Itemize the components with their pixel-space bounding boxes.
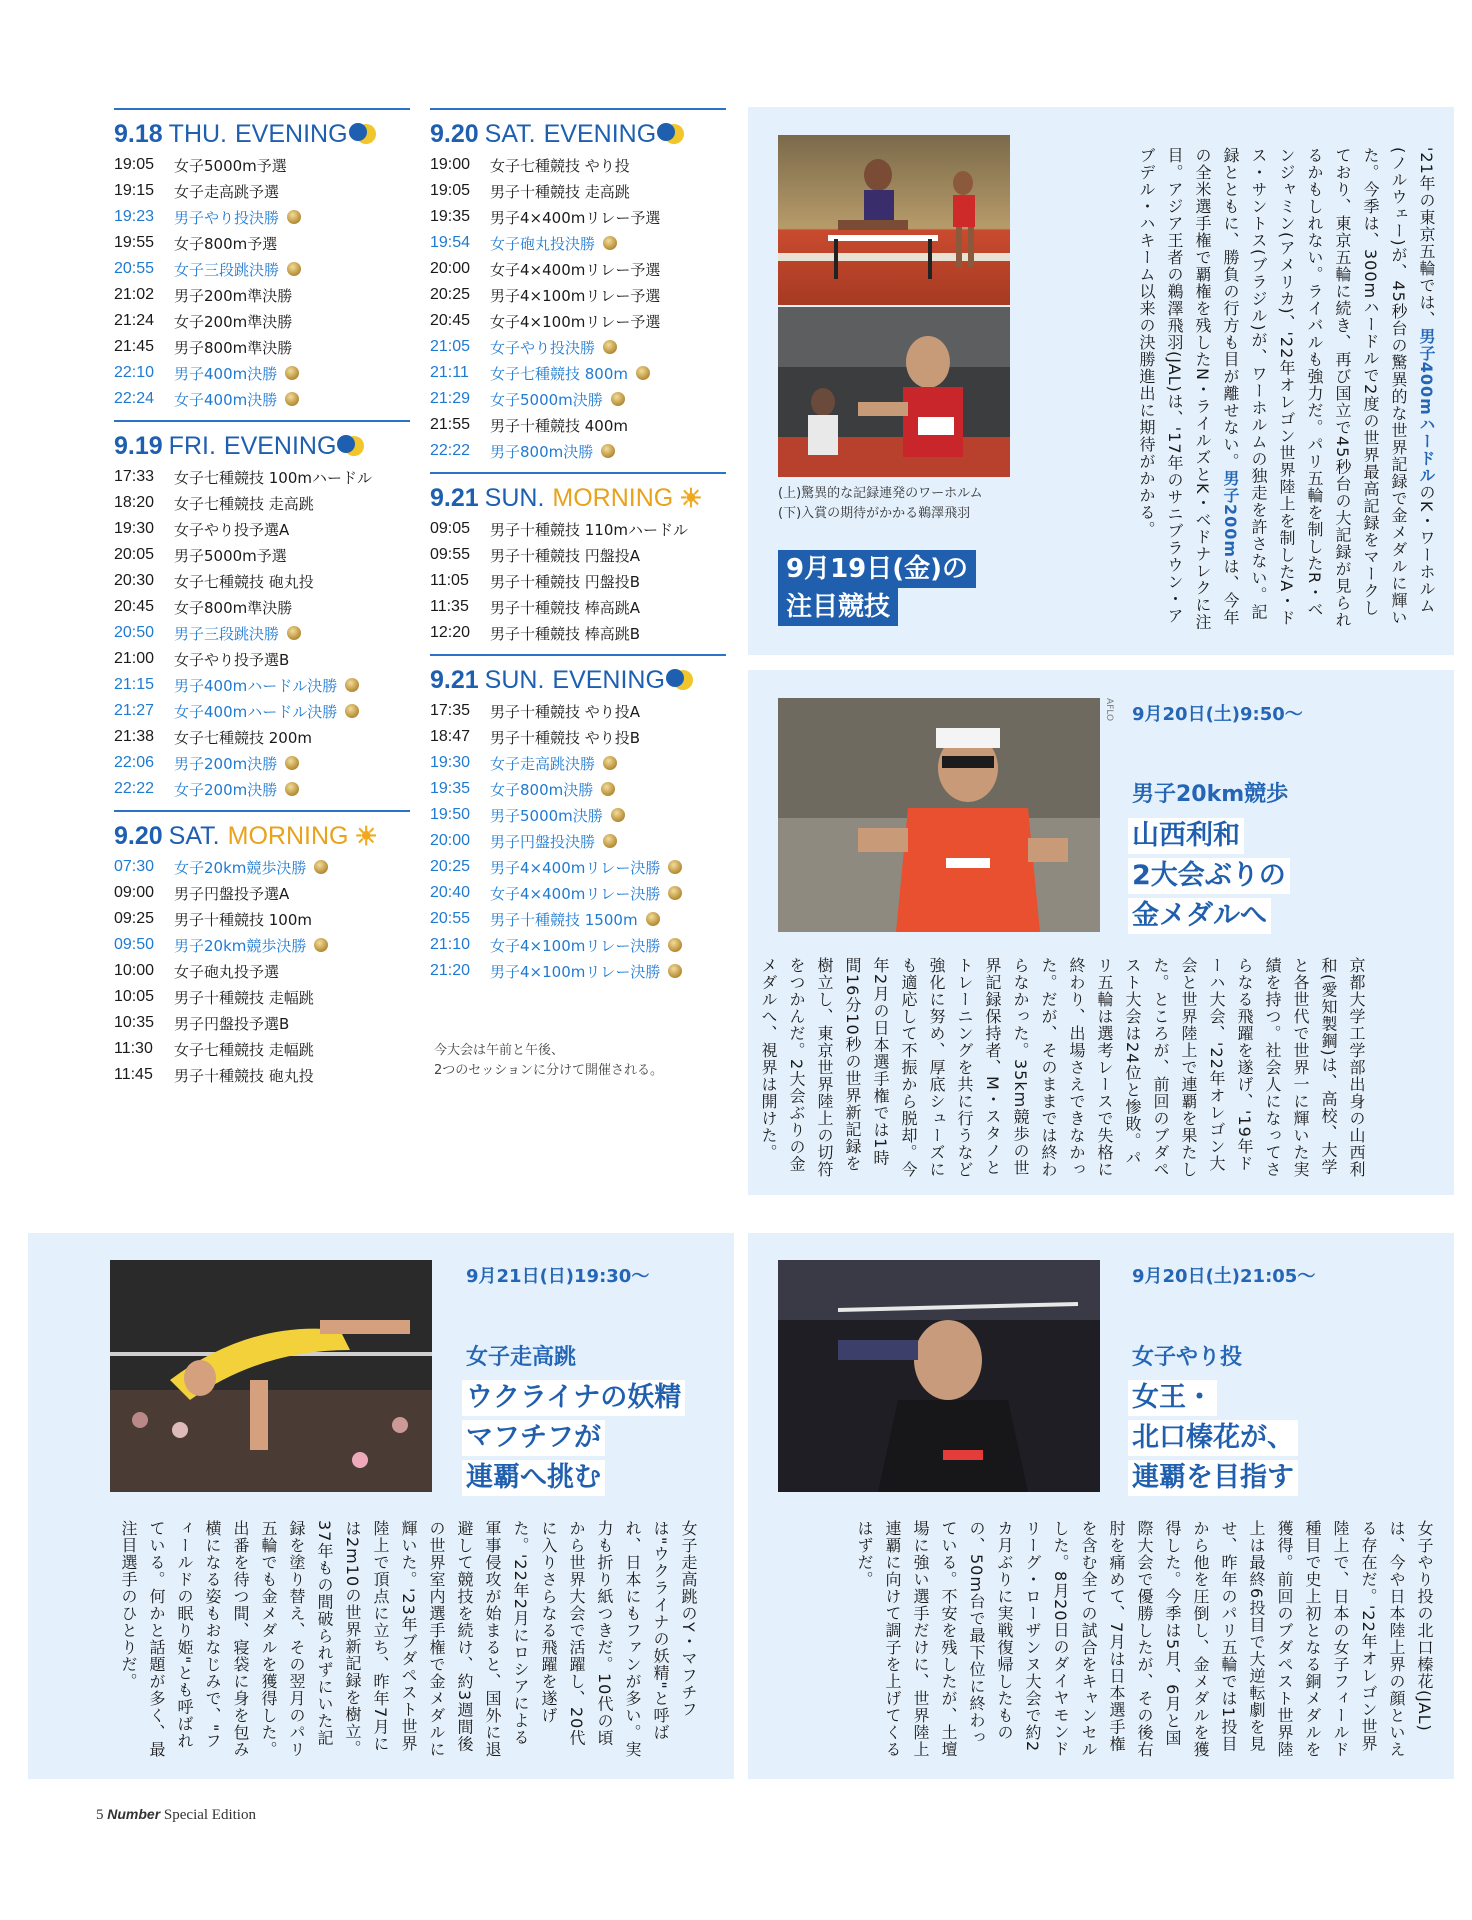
event-time: 21:27 <box>114 702 155 719</box>
schedule-row <box>430 620 726 646</box>
event-time: 22:06 <box>114 754 155 771</box>
event-name: 男子十種競技 走高跳 <box>490 182 630 201</box>
schedule-session: EVENING <box>235 119 348 148</box>
feature-headline: 山西利和 2大会ぶりの 金メダルへ <box>1128 818 1290 934</box>
schedule-header <box>114 108 410 152</box>
feature-headline: 女王・ 北口榛花が、 連覇を目指す <box>1128 1380 1298 1496</box>
schedule-block-d921e <box>430 654 726 984</box>
medal-icon <box>611 392 625 406</box>
event-time: 20:40 <box>430 884 471 901</box>
schedule-row <box>430 308 726 334</box>
event-time: 09:55 <box>430 546 471 563</box>
schedule-row <box>114 672 410 698</box>
schedule-row <box>114 1010 410 1036</box>
event-time: 20:25 <box>430 858 471 875</box>
schedule-row <box>430 360 726 386</box>
schedule-block-d921m <box>430 472 726 646</box>
event-time: 10:35 <box>114 1014 155 1031</box>
event-time: 22:22 <box>114 780 155 797</box>
schedule-session: EVENING <box>223 431 337 460</box>
medal-icon <box>668 938 682 952</box>
event-time: 09:50 <box>114 936 155 953</box>
event-time: 09:05 <box>430 520 471 537</box>
event-name: 女子4×100mリレー決勝 <box>490 936 661 955</box>
event-time: 18:47 <box>430 728 471 745</box>
event-name: 女子七種競技 200m <box>174 728 313 747</box>
event-time: 21:24 <box>114 312 155 329</box>
event-time: 20:00 <box>430 832 471 849</box>
schedule-row <box>114 334 410 360</box>
schedule-row <box>430 204 726 230</box>
event-name: 男子円盤投予選A <box>174 884 290 903</box>
schedule-day: FRI. <box>168 431 216 460</box>
medal-icon <box>603 834 617 848</box>
schedule-row <box>430 152 726 178</box>
event-time: 17:33 <box>114 468 155 485</box>
event-name: 女子三段跳決勝 <box>174 260 280 279</box>
medal-icon <box>603 756 617 770</box>
event-name: 男子円盤投決勝 <box>490 832 596 851</box>
schedule-row <box>430 282 726 308</box>
event-name: 女子七種競技 走幅跳 <box>174 1040 314 1059</box>
schedule-row <box>114 282 410 308</box>
medal-icon <box>345 678 359 692</box>
schedule-date: 9.19 <box>114 431 163 460</box>
schedule-date: 9.20 <box>114 821 163 850</box>
event-time: 10:05 <box>114 988 155 1005</box>
moon-icon <box>664 124 684 144</box>
schedule-session: MORNING <box>552 483 674 512</box>
event-name: 男子400m決勝 <box>174 364 278 383</box>
event-name: 女子800m予選 <box>174 234 278 253</box>
event-name: 女子やり投決勝 <box>490 338 596 357</box>
event-name: 男子三段跳決勝 <box>174 624 280 643</box>
event-time: 21:02 <box>114 286 155 303</box>
event-time: 19:15 <box>114 182 155 199</box>
medal-icon <box>646 912 660 926</box>
schedule-date: 9.21 <box>430 483 479 512</box>
event-name: 女子七種競技 走高跳 <box>174 494 314 513</box>
feature-badge-919-line1: 9月19日(金)の <box>778 550 976 588</box>
schedule-row <box>114 516 410 542</box>
event-name: 男子十種競技 円盤投B <box>490 572 641 591</box>
schedule-row <box>430 828 726 854</box>
schedule-row <box>114 932 410 958</box>
event-name: 女子4×100mリレー予選 <box>490 312 661 331</box>
photo-uzawa <box>778 307 1010 477</box>
schedule-date: 9.20 <box>430 119 479 148</box>
event-name: 女子走高跳決勝 <box>490 754 596 773</box>
event-name: 女子400mハードル決勝 <box>174 702 338 721</box>
event-name: 女子やり投 <box>1132 1345 1243 1370</box>
schedule-session: MORNING <box>227 821 349 850</box>
schedule-row <box>430 568 726 594</box>
event-name: 女子七種競技 やり投 <box>490 156 630 175</box>
event-time: 20:55 <box>430 910 471 927</box>
medal-icon <box>611 808 625 822</box>
event-time: 11:45 <box>114 1066 153 1083</box>
event-time: 19:35 <box>430 208 471 225</box>
schedule-header <box>430 654 726 698</box>
medal-icon <box>287 210 301 224</box>
event-time-tag: 9月21日(日)19:30〜 <box>466 1266 650 1287</box>
event-time: 20:50 <box>114 624 155 641</box>
medal-icon <box>314 938 328 952</box>
schedule-row <box>430 750 726 776</box>
event-name: 女子走高跳 <box>466 1345 577 1370</box>
schedule-row <box>430 594 726 620</box>
event-name: 男子円盤投予選B <box>174 1014 290 1033</box>
article-body-919: '21年の東京五輪では、男子400mハードルのK・ワーホルム(ノルウェー)が、45秒台の驚異的な世界記録で金メダルに輝いた。今季は、300mハードルで2度の世界最高記録をマークしており、東京五輪に続き、再び国立で45秒台の大記録が見られるかもしれない。ライバルも強力だ。パリ五輪を制したR・ベンジャミン(アメリカ)、'22年オレゴン世界陸上を制したA・ドス・サントス(ブラジル)が、ワーホルムの独走を許さない。記録とともに、勝負の行方も目が離せない。男子200mは、今年の全米選手権で覇権を残したN・ライルズとK・ベドナレクに注目。アジア王者の鵜澤飛羽(JAL)は、'17年のサニブラウン・アブデル・ハキーム以来の決勝進出に期待がかかる。 <box>1137 147 1436 631</box>
event-time: 19:30 <box>430 754 471 771</box>
event-time: 17:35 <box>430 702 471 719</box>
event-name: 男子十種競技 110mハードル <box>490 520 689 539</box>
event-time: 19:05 <box>430 182 471 199</box>
event-time: 21:15 <box>114 676 155 693</box>
event-time: 10:00 <box>114 962 155 979</box>
schedule-row <box>114 958 410 984</box>
schedule-row <box>114 984 410 1010</box>
schedule-row <box>430 438 726 464</box>
schedule-header <box>114 810 410 854</box>
schedule-row <box>430 880 726 906</box>
event-time: 19:05 <box>114 156 155 173</box>
event-name: 女子400m決勝 <box>174 390 278 409</box>
event-time: 20:55 <box>114 260 155 277</box>
event-name: 男子十種競技 400m <box>490 416 629 435</box>
event-name: 男子5000m決勝 <box>490 806 603 825</box>
event-name: 男子十種競技 1500m <box>490 910 638 929</box>
event-time: 20:45 <box>114 598 155 615</box>
event-time: 19:50 <box>430 806 471 823</box>
event-time: 22:10 <box>114 364 155 381</box>
event-name: 女子5000m決勝 <box>490 390 603 409</box>
event-name: 男子20km競歩決勝 <box>174 936 307 955</box>
event-time: 20:00 <box>430 260 471 277</box>
medal-icon <box>314 860 328 874</box>
event-name: 男子十種競技 砲丸投 <box>174 1066 314 1085</box>
event-name: 男子4×400mリレー予選 <box>490 208 661 227</box>
event-name: 男子5000m予選 <box>174 546 287 565</box>
event-time: 07:30 <box>114 858 155 875</box>
schedule-header <box>430 472 726 516</box>
schedule-row <box>430 958 726 984</box>
event-name: 女子800m決勝 <box>490 780 594 799</box>
event-name: 男子十種競技 円盤投A <box>490 546 641 565</box>
event-time: 19:30 <box>114 520 155 537</box>
event-name: 男子十種競技 棒高跳A <box>490 598 641 617</box>
event-time: 22:24 <box>114 390 155 407</box>
event-time: 21:11 <box>430 364 469 381</box>
article-body-920-walk: 京都大学工学部出身の山西利和(愛知製鋼)は、高校、大学と各世代で世界一に輝いた実績を持つ。社会人になってさらなる飛躍を遂げ、'19年ドーハ大会、'22年オレゴン大会と世界陸上で連覇を果たした。ところが、前回のブダペスト大会は24位と惨敗。パリ五輪は選考レースで失格に終わり、出場さえできなかった。だが、そのままでは終わらなかった。35km競歩の世界記録保持者、M・スタノとトレーニングを共に行うなど強化に努め、厚底シューズにも適応して不振から脱却。今年2月の日本選手権では1時間16分10秒の世界新記録を樹立し、東京世界陸上の切符をつかんだ。2大会ぶりの金メダルへ、視界は開けた。 <box>759 957 1366 1178</box>
feature-badge-919-line2: 注目競技 <box>778 588 898 626</box>
event-time: 21:20 <box>430 962 471 979</box>
schedule-row <box>114 1036 410 1062</box>
medal-icon <box>287 262 301 276</box>
schedule-row <box>114 568 410 594</box>
schedule-row <box>114 464 410 490</box>
event-time: 19:55 <box>114 234 155 251</box>
event-time-tag: 9月20日(土)21:05〜 <box>1132 1266 1316 1287</box>
schedule-row <box>114 204 410 230</box>
event-time: 21:00 <box>114 650 155 667</box>
event-name: 女子やり投予選B <box>174 650 290 669</box>
event-name: 女子七種競技 砲丸投 <box>174 572 314 591</box>
medal-icon <box>668 886 682 900</box>
feature-headline: ウクライナの妖精 マフチフが 連覇へ挑む <box>462 1380 685 1496</box>
event-name: 男子200m準決勝 <box>174 286 293 305</box>
event-name: 女子砲丸投予選 <box>174 962 280 981</box>
schedule-row <box>430 516 726 542</box>
event-time-tag: 9月20日(土)9:50〜 <box>1132 704 1303 725</box>
event-time: 11:05 <box>430 572 469 589</box>
medal-icon <box>601 782 615 796</box>
article-body-921: 女子走高跳のY・マフチフは"ウクライナの妖精"と呼ばれ、日本にもファンが多い。実力も折り紙つきだ。10代の頃から世界大会で活躍し、20代に入りさらなる飛躍を遂げた。'22年2月にロシアによる軍事侵攻が始まると、国外に退避して競技を続け、約3週間後の世界室内選手権で金メダルに輝いた。'23年ブダペスト世界陸上で頂点に立ち、昨年7月には2m10の世界新記録を樹立。37年もの間破られずにいた記録を塗り替え、その翌月のパリ五輪でも金メダルを獲得した。出番を待つ間、寝袋に身を包み横になる姿もおなじみで、"フィールドの眠り姫"とも呼ばれている。何かと話題が多く、最注目選手のひとりだ。 <box>119 1520 698 1758</box>
schedule-row <box>430 698 726 724</box>
schedule-note: 今大会は午前と午後、 2つのセッションに分けて開催される。 <box>434 1043 664 1078</box>
event-time: 09:25 <box>114 910 155 927</box>
medal-icon <box>285 756 299 770</box>
event-time: 19:23 <box>114 208 155 225</box>
schedule-row <box>430 256 726 282</box>
event-name: 女子七種競技 800m <box>490 364 629 383</box>
schedule-block-d920e <box>430 108 726 464</box>
schedule-row <box>430 178 726 204</box>
event-name: 女子200m決勝 <box>174 780 278 799</box>
schedule-session: EVENING <box>552 665 665 694</box>
event-name: 女子走高跳予選 <box>174 182 280 201</box>
schedule-row <box>114 750 410 776</box>
schedule-row <box>114 594 410 620</box>
event-time: 18:20 <box>114 494 155 511</box>
medal-icon <box>285 782 299 796</box>
event-name: 女子20km競歩決勝 <box>174 858 307 877</box>
event-name: 女子5000m予選 <box>174 156 287 175</box>
event-name: 女子七種競技 100mハードル <box>174 468 373 487</box>
schedule-row <box>114 308 410 334</box>
schedule-session: EVENING <box>543 119 657 148</box>
schedule-header <box>114 420 410 464</box>
schedule-row <box>430 802 726 828</box>
schedule-block-d919e <box>114 420 410 802</box>
schedule-row <box>430 542 726 568</box>
event-name: 男子十種競技 やり投B <box>490 728 641 747</box>
page-footer <box>96 1806 256 1824</box>
schedule-row <box>114 854 410 880</box>
schedule-day: SUN. <box>484 665 545 694</box>
event-name: 男子200m決勝 <box>174 754 278 773</box>
moon-icon <box>356 124 376 144</box>
medal-icon <box>287 626 301 640</box>
event-name: 女子4×400mリレー決勝 <box>490 884 661 903</box>
schedule-row <box>114 776 410 802</box>
schedule-row <box>430 386 726 412</box>
event-time: 22:22 <box>430 442 471 459</box>
schedule-row <box>114 724 410 750</box>
schedule-row <box>430 230 726 256</box>
schedule-day: THU. <box>168 119 227 148</box>
schedule-block-d920m <box>114 810 410 1088</box>
event-name: 女子4×400mリレー予選 <box>490 260 661 279</box>
sun-icon: ☀ <box>354 821 378 851</box>
event-time: 20:25 <box>430 286 471 303</box>
moon-icon <box>673 670 693 690</box>
schedule-row <box>114 360 410 386</box>
medal-icon <box>601 444 615 458</box>
event-time: 20:30 <box>114 572 155 589</box>
schedule-row <box>430 906 726 932</box>
photo-mahuchikh <box>110 1260 432 1492</box>
moon-icon <box>344 436 364 456</box>
medal-icon <box>603 340 617 354</box>
schedule-row <box>114 542 410 568</box>
event-name: 男子20km競歩 <box>1132 782 1289 807</box>
event-name: 男子4×100mリレー決勝 <box>490 962 661 981</box>
event-time: 20:05 <box>114 546 155 563</box>
event-name: 女子砲丸投決勝 <box>490 234 596 253</box>
medal-icon <box>345 704 359 718</box>
schedule-row <box>430 334 726 360</box>
event-name: 男子400mハードル決勝 <box>174 676 338 695</box>
event-time: 21:38 <box>114 728 155 745</box>
schedule-header <box>430 108 726 152</box>
schedule-row <box>114 152 410 178</box>
schedule-row <box>114 620 410 646</box>
photo-yamanishi <box>778 698 1100 932</box>
event-time: 21:45 <box>114 338 155 355</box>
schedule-day: SAT. <box>168 821 220 850</box>
edition-label: Special Edition <box>163 1807 256 1823</box>
event-name: 女子200m準決勝 <box>174 312 293 331</box>
medal-icon <box>285 366 299 380</box>
medal-icon <box>603 236 617 250</box>
event-time: 21:05 <box>430 338 471 355</box>
event-time: 09:00 <box>114 884 155 901</box>
event-time: 20:45 <box>430 312 471 329</box>
medal-icon <box>668 860 682 874</box>
event-name: 男子800m決勝 <box>490 442 594 461</box>
event-name: 男子800m準決勝 <box>174 338 293 357</box>
photo-kitaguchi <box>778 1260 1100 1492</box>
event-time: 21:55 <box>430 416 471 433</box>
schedule-row <box>430 854 726 880</box>
event-name: 男子十種競技 走幅跳 <box>174 988 314 1007</box>
event-name: 女子800m準決勝 <box>174 598 293 617</box>
schedule-row <box>114 490 410 516</box>
schedule-row <box>114 178 410 204</box>
article-body-920-javelin: 女子やり投の北口榛花(JAL)は、今や日本陸上界の顔といえる存在だ。'22年オレゴン世界陸上で、日本の女子フィールド種目で史上初となる銅メダルを獲得。前回のブダペスト世界陸上は最終6投目で大逆転劇を見せ、昨年のパリ五輪では1投目から他を圧倒し、金メダルを獲得した。今季は5月、6月と国際大会で優勝したが、その後右肘を痛めて、7月は日本選手権を含む全ての試合をキャンセルした。8月20日のダイヤモンドリーグ・ローザンヌ大会で約2カ月ぶりに実戦復帰したものの、50m台で最下位に終わっている。不安を残したが、土壇場に強い選手だけに、世界陸上連覇に向けて調子を上げてくるはずだ。 <box>855 1520 1434 1758</box>
schedule-row <box>114 906 410 932</box>
schedule-row <box>430 932 726 958</box>
event-name: 男子やり投決勝 <box>174 208 280 227</box>
event-time: 21:10 <box>430 936 471 953</box>
event-name: 男子十種競技 棒高跳B <box>490 624 641 643</box>
event-name: 男子4×400mリレー決勝 <box>490 858 661 877</box>
schedule-row <box>114 880 410 906</box>
schedule-row <box>114 230 410 256</box>
medal-icon <box>668 964 682 978</box>
schedule-date: 9.21 <box>430 665 479 694</box>
medal-icon <box>636 366 650 380</box>
brand-logo: Number <box>107 1806 161 1822</box>
schedule-row <box>430 776 726 802</box>
event-time: 12:20 <box>430 624 471 641</box>
schedule-row <box>114 256 410 282</box>
schedule-row <box>114 386 410 412</box>
event-name: 男子十種競技 100m <box>174 910 313 929</box>
event-time: 19:00 <box>430 156 471 173</box>
event-name: 女子やり投予選A <box>174 520 290 539</box>
schedule-row <box>430 724 726 750</box>
event-time: 19:54 <box>430 234 471 251</box>
schedule-block-d918e <box>114 108 410 412</box>
schedule-row <box>430 412 726 438</box>
event-name: 男子十種競技 やり投A <box>490 702 641 721</box>
event-name: 男子4×100mリレー予選 <box>490 286 661 305</box>
photo-warholm <box>778 135 1010 305</box>
photo-credit: AFLO <box>1104 698 1114 722</box>
event-time: 11:35 <box>430 598 469 615</box>
schedule-day: SUN. <box>484 483 545 512</box>
sun-icon: ☀ <box>679 483 703 513</box>
medal-icon <box>285 392 299 406</box>
schedule-row <box>114 1062 410 1088</box>
event-time: 11:30 <box>114 1040 153 1057</box>
event-time: 21:29 <box>430 390 471 407</box>
photo-caption: (上)驚異的な記録連発のワーホルム (下)入賞の期待がかかる鵜澤飛羽 <box>778 486 983 521</box>
schedule-row <box>114 698 410 724</box>
schedule-row <box>114 646 410 672</box>
schedule-day: SAT. <box>484 119 536 148</box>
schedule-date: 9.18 <box>114 119 163 148</box>
page-number: 5 <box>96 1807 104 1823</box>
event-time: 19:35 <box>430 780 471 797</box>
